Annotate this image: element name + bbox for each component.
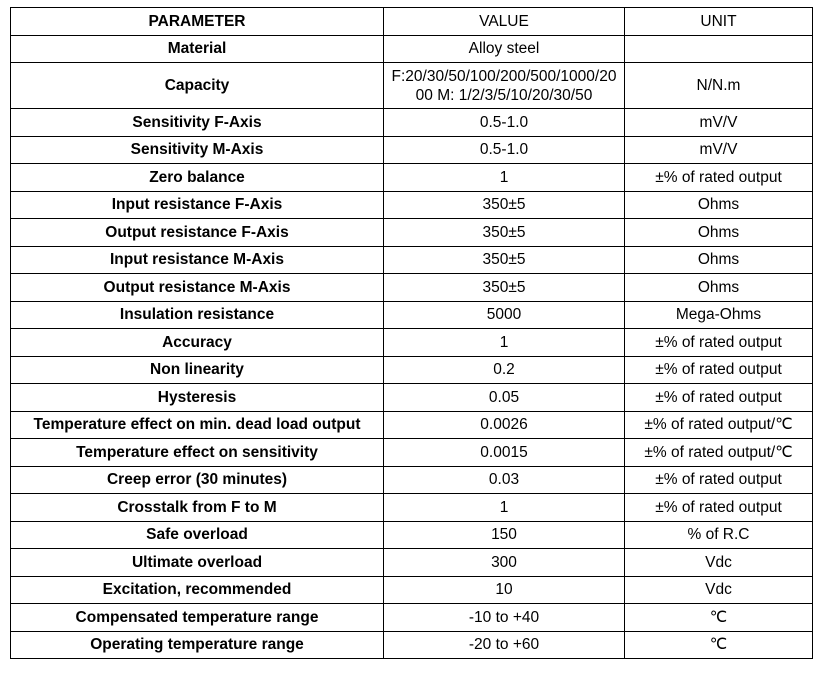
row-value: 0.5-1.0 [384,136,625,164]
header-parameter: PARAMETER [11,8,384,36]
table-row [11,631,813,659]
row-unit: ±% of rated output [625,356,813,384]
row-parameter: Input resistance F-Axis [11,191,384,219]
row-unit: ±% of rated output [625,494,813,522]
table-row [11,466,813,494]
row-value: 1 [384,164,625,192]
specification-table [10,7,813,659]
row-parameter: Sensitivity F-Axis [11,109,384,137]
table-row [11,136,813,164]
row-unit: Vdc [625,549,813,577]
row-parameter: Crosstalk from F to M [11,494,384,522]
row-value: 1 [384,329,625,357]
row-value: 350±5 [384,191,625,219]
table-row [11,274,813,302]
row-parameter: Creep error (30 minutes) [11,466,384,494]
row-value: 350±5 [384,274,625,302]
table-row [11,219,813,247]
row-value: Alloy steel [384,35,625,63]
row-unit: ±% of rated output [625,164,813,192]
row-unit: ±% of rated output [625,329,813,357]
row-parameter: Temperature effect on min. dead load output [11,411,384,439]
row-parameter: Insulation resistance [11,301,384,329]
table-row [11,439,813,467]
table-row [11,356,813,384]
row-unit: mV/V [625,109,813,137]
row-parameter: Excitation, recommended [11,576,384,604]
table-row [11,63,813,109]
table-row [11,246,813,274]
table-row [11,164,813,192]
table-row [11,35,813,63]
row-unit: ±% of rated output [625,466,813,494]
row-value: 0.2 [384,356,625,384]
row-unit: N/N.m [625,63,813,109]
table-row [11,384,813,412]
header-unit: UNIT [625,8,813,36]
row-parameter: Hysteresis [11,384,384,412]
row-value: 5000 [384,301,625,329]
row-unit: Mega-Ohms [625,301,813,329]
row-value: 0.05 [384,384,625,412]
row-parameter: Sensitivity M-Axis [11,136,384,164]
row-parameter: Ultimate overload [11,549,384,577]
row-unit: ±% of rated output/℃ [625,411,813,439]
row-parameter: Operating temperature range [11,631,384,659]
row-value: 350±5 [384,246,625,274]
row-parameter: Output resistance F-Axis [11,219,384,247]
row-unit: Ohms [625,219,813,247]
row-parameter: Safe overload [11,521,384,549]
table-row [11,549,813,577]
row-unit [625,35,813,63]
table-row [11,576,813,604]
row-unit: Ohms [625,274,813,302]
row-value: 1 [384,494,625,522]
row-unit: ±% of rated output [625,384,813,412]
table-header-row [11,8,813,36]
row-value: 10 [384,576,625,604]
row-value: 300 [384,549,625,577]
row-value: -10 to +40 [384,604,625,632]
row-parameter: Input resistance M-Axis [11,246,384,274]
row-unit: ±% of rated output/℃ [625,439,813,467]
row-parameter: Compensated temperature range [11,604,384,632]
row-unit: Ohms [625,191,813,219]
row-parameter: Accuracy [11,329,384,357]
table-row [11,604,813,632]
row-unit: Ohms [625,246,813,274]
row-value: 0.03 [384,466,625,494]
row-value: 350±5 [384,219,625,247]
row-value: 0.5-1.0 [384,109,625,137]
row-unit: ℃ [625,604,813,632]
header-value: VALUE [384,8,625,36]
table-row [11,494,813,522]
row-value: 0.0026 [384,411,625,439]
row-parameter: Material [11,35,384,63]
table-row [11,411,813,439]
table-row [11,329,813,357]
table-row [11,521,813,549]
row-value: -20 to +60 [384,631,625,659]
row-parameter: Output resistance M-Axis [11,274,384,302]
row-parameter: Temperature effect on sensitivity [11,439,384,467]
table-row [11,191,813,219]
row-value: 0.0015 [384,439,625,467]
row-parameter: Non linearity [11,356,384,384]
table-row [11,109,813,137]
table-row [11,301,813,329]
row-value: 150 [384,521,625,549]
row-unit: ℃ [625,631,813,659]
row-unit: Vdc [625,576,813,604]
row-value: F:20/30/50/100/200/500/1000/2000 M: 1/2/3/5/10/20/30/50 [384,63,625,109]
row-parameter: Zero balance [11,164,384,192]
row-unit: mV/V [625,136,813,164]
row-parameter: Capacity [11,63,384,109]
row-unit: % of R.C [625,521,813,549]
